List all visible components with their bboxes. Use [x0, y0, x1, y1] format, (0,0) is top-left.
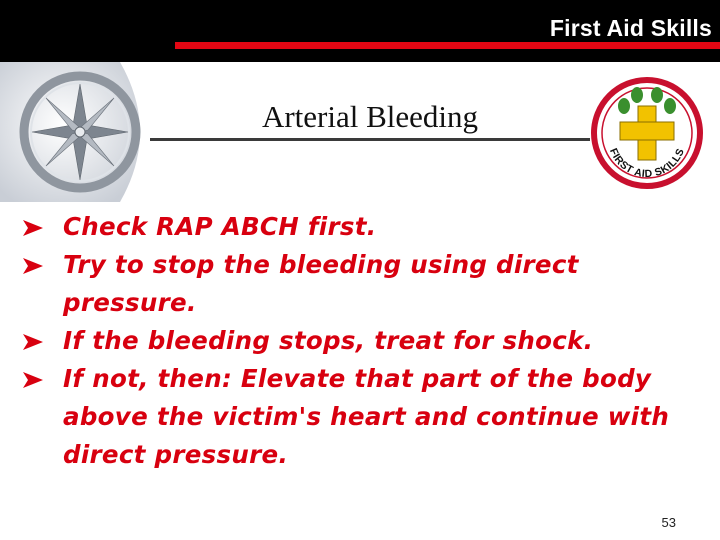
slide-title: Arterial Bleeding [261, 99, 479, 134]
red-accent-rule [175, 42, 720, 49]
list-item [18, 208, 708, 246]
arrowhead-bullet-icon [22, 257, 44, 275]
title-underline [150, 138, 590, 141]
bullet-text: Check RAP ABCH first. [63, 212, 377, 241]
bullet-list [18, 208, 708, 474]
logo-text: FIRST AID SKILLS [607, 146, 687, 181]
bullet-text: If not, then: Elevate that part of the body above the victim's heart and continue with direct pressure. [63, 364, 670, 469]
page-number: 53 [661, 515, 676, 530]
list-item [18, 322, 708, 360]
top-header-bar [0, 0, 720, 62]
bullet-text: If the bleeding stops, treat for shock. [63, 326, 594, 355]
header-title: First Aid Skills [549, 15, 712, 41]
arrowhead-bullet-icon [22, 333, 44, 351]
list-item [18, 360, 708, 474]
list-item [18, 246, 708, 322]
arrowhead-bullet-icon [22, 219, 44, 237]
arrowhead-bullet-icon [22, 371, 44, 389]
bullet-text: Try to stop the bleeding using direct pressure. [63, 250, 579, 317]
first-aid-skills-logo [590, 76, 704, 190]
compass-rose-icon [0, 62, 160, 202]
